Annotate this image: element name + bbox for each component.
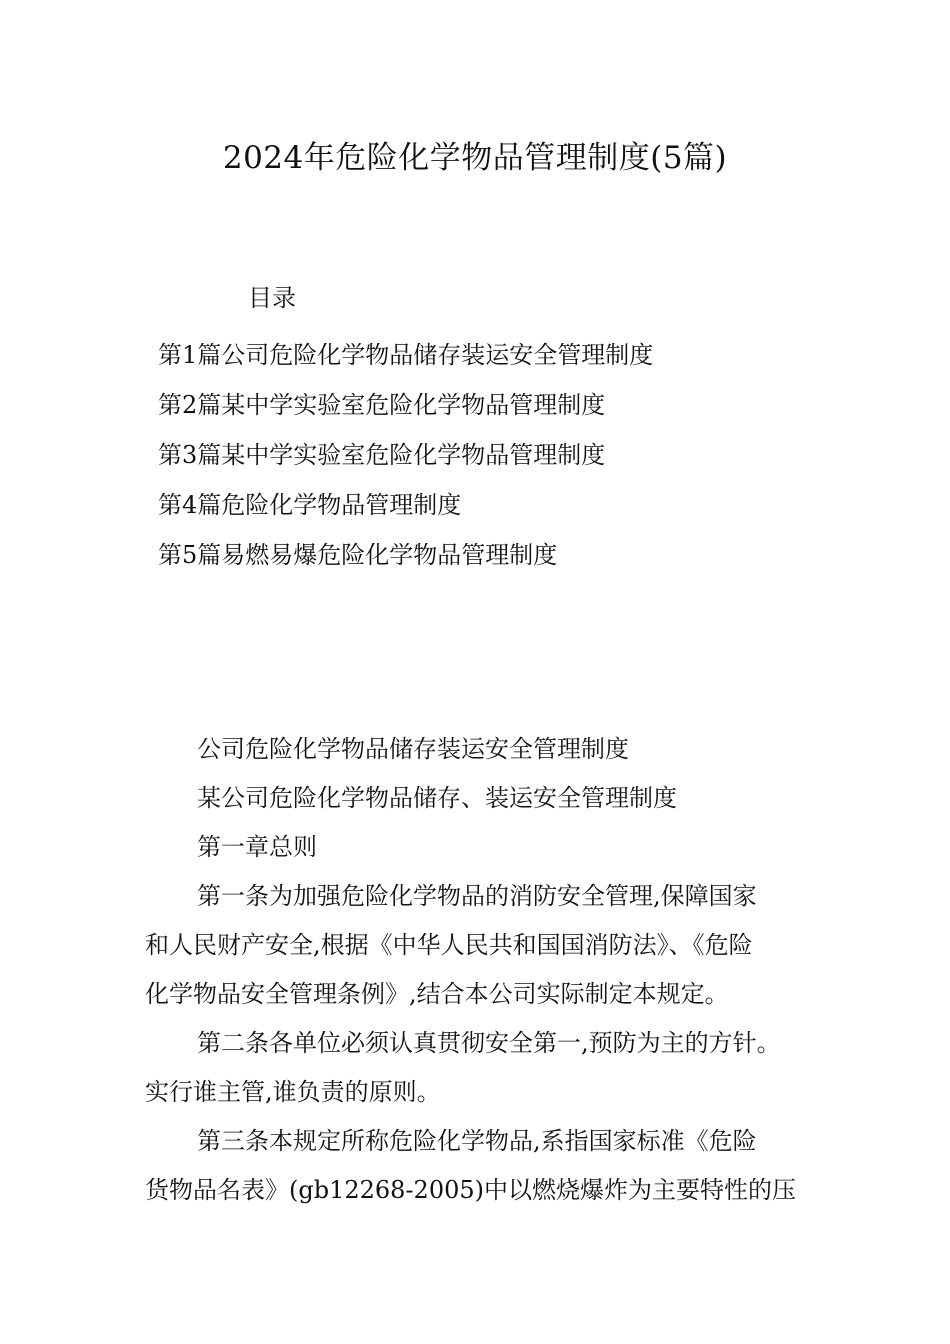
toc-heading: 目录 [248,284,296,312]
table-of-contents [158,330,653,580]
section-title: 公司危险化学物品储存装运安全管理制度 [197,735,629,763]
paragraph-line: 第二条各单位必须认真贯彻安全第一,预防为主的方针。 [197,1029,781,1057]
document-title: 2024年危险化学物品管理制度(5篇) [222,140,728,176]
paragraph-line: 和人民财产安全,根据《中华人民共和国国消防法》、《危险 [145,931,753,959]
paragraph-line: 货物品名表》(gb12268-2005)中以燃烧爆炸为主要特性的压 [145,1176,796,1204]
paragraph-line: 第一条为加强危险化学物品的消防安全管理,保障国家 [197,882,757,910]
paragraph-line: 化学物品安全管理条例》,结合本公司实际制定本规定。 [145,980,729,1008]
toc-item: 第4篇危险化学物品管理制度 [158,491,462,519]
body-text [145,725,825,1215]
section-subtitle: 某公司危险化学物品储存、装运安全管理制度 [197,784,677,812]
paragraph-line: 实行谁主管,谁负责的原则。 [145,1078,441,1106]
chapter-heading: 第一章总则 [197,833,317,861]
paragraph-line: 第三条本规定所称危险化学物品,系指国家标准《危险 [197,1127,757,1155]
toc-item: 第5篇易燃易爆危险化学物品管理制度 [158,541,558,569]
toc-item: 第1篇公司危险化学物品储存装运安全管理制度 [158,341,654,369]
toc-item: 第2篇某中学实验室危险化学物品管理制度 [158,391,606,419]
toc-item: 第3篇某中学实验室危险化学物品管理制度 [158,441,606,469]
